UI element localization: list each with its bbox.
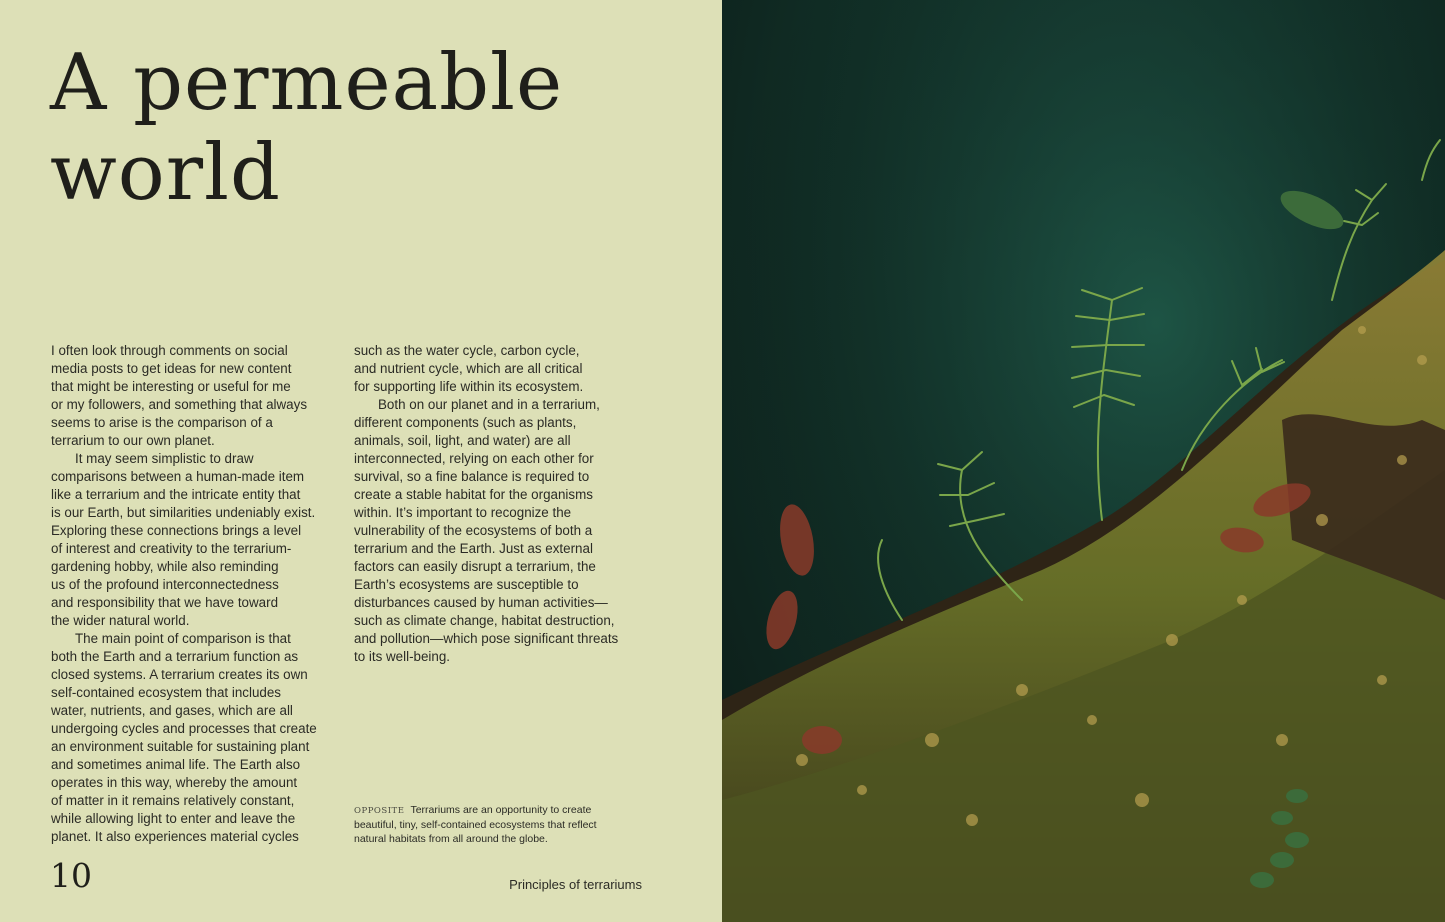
text-line: and pollution—which pose significant threats <box>354 631 619 646</box>
paragraph <box>354 396 644 666</box>
text-column-2 <box>354 342 644 666</box>
text-line: such as climate change, habitat destruction, <box>354 613 615 628</box>
paragraph <box>51 630 341 846</box>
text-line: and responsibility that we have toward <box>51 595 279 610</box>
text-line: and sometimes animal life. The Earth also <box>51 757 301 772</box>
caption-label: OPPOSITE <box>354 806 405 816</box>
text-line: operates in this way, whereby the amount <box>51 775 298 790</box>
page-title <box>50 38 563 218</box>
text-line: closed systems. A terrarium creates its own <box>51 667 308 682</box>
paragraph <box>354 342 644 396</box>
text-line: and nutrient cycle, which are all critical <box>354 361 583 376</box>
page-number: 10 <box>50 856 92 895</box>
text-line: or my followers, and something that always <box>51 397 308 412</box>
title-line: A permeable <box>50 38 564 128</box>
text-line: while allowing light to enter and leave the <box>51 811 296 826</box>
photo-caption <box>354 803 644 846</box>
text-line: different components (such as plants, <box>354 415 577 430</box>
text-line: of interest and creativity to the terrarium- <box>51 541 292 556</box>
text-line: self-contained ecosystem that includes <box>51 685 281 700</box>
text-line: survival, so a fine balance is required to <box>354 469 590 484</box>
text-line: seems to arise is the comparison of a <box>51 415 273 430</box>
text-line: Exploring these connections brings a level <box>51 523 302 538</box>
text-line: Both on our planet and in a terrarium, <box>378 397 600 412</box>
running-head: Principles of terrariums <box>509 877 642 892</box>
text-line: undergoing cycles and processes that create <box>51 721 317 736</box>
text-line: both the Earth and a terrarium function as <box>51 649 299 664</box>
text-line: terrarium to our own planet. <box>51 433 215 448</box>
text-column-1 <box>51 342 341 846</box>
text-line: of matter in it remains relatively constant, <box>51 793 295 808</box>
text-line: create a stable habitat for the organisms <box>354 487 593 502</box>
text-line: animals, soil, light, and water) are all <box>354 433 571 448</box>
text-line: interconnected, relying on each other for <box>354 451 594 466</box>
text-line: planet. It also experiences material cycles <box>51 829 299 844</box>
text-line: the wider natural world. <box>51 613 190 628</box>
terrarium-photo <box>722 0 1445 922</box>
text-line: disturbances caused by human activities— <box>354 595 608 610</box>
text-line: Earth’s ecosystems are susceptible to <box>354 577 579 592</box>
text-line: for supporting life within its ecosystem. <box>354 379 584 394</box>
text-line: gardening hobby, while also reminding <box>51 559 279 574</box>
text-line: It may seem simplistic to draw <box>75 451 254 466</box>
text-line: vulnerability of the ecosystems of both a <box>354 523 593 538</box>
title-line: world <box>50 128 281 218</box>
caption-line: natural habitats from all around the globe. <box>354 833 548 845</box>
text-line: The main point of comparison is that <box>75 631 291 646</box>
paragraph <box>51 342 341 450</box>
text-line: factors can easily disrupt a terrarium, the <box>354 559 596 574</box>
text-line: within. It’s important to recognize the <box>354 505 572 520</box>
text-line: comparisons between a human-made item <box>51 469 305 484</box>
text-line: such as the water cycle, carbon cycle, <box>354 343 580 358</box>
text-page <box>0 0 722 922</box>
text-line: terrarium and the Earth. Just as external <box>354 541 593 556</box>
text-line: water, nutrients, and gases, which are all <box>51 703 293 718</box>
text-line: that might be interesting or useful for me <box>51 379 291 394</box>
caption-line: beautiful, tiny, self-contained ecosystems that reflect <box>354 819 597 831</box>
moss-fern-illustration <box>722 0 1445 922</box>
text-line: like a terrarium and the intricate entity that <box>51 487 301 502</box>
caption-line: Terrariums are an opportunity to create <box>410 804 592 816</box>
text-line: I often look through comments on social <box>51 343 288 358</box>
paragraph <box>51 450 341 630</box>
text-line: an environment suitable for sustaining plant <box>51 739 310 754</box>
text-line: to its well-being. <box>354 649 451 664</box>
text-line: us of the profound interconnectedness <box>51 577 279 592</box>
text-line: is our Earth, but similarities undeniably exist. <box>51 505 316 520</box>
text-line: media posts to get ideas for new content <box>51 361 292 376</box>
